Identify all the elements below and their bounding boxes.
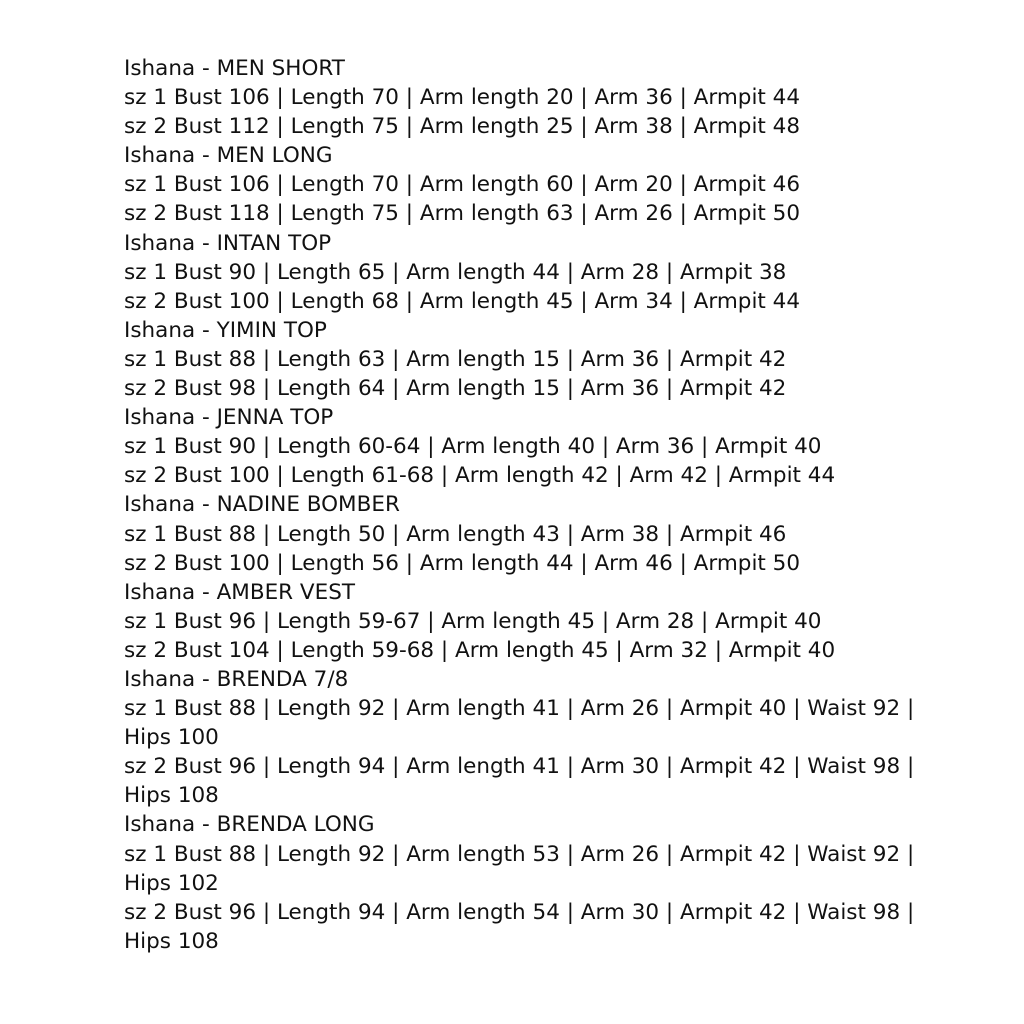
product-amber-vest — [124, 578, 914, 665]
size-line-sz1: sz 1 Bust 96 | Length 59-67 | Arm length 45 | Arm 28 | Armpit 40 — [124, 608, 822, 634]
product-title: Ishana - BRENDA 7/8 — [124, 666, 349, 692]
size-line-sz1: sz 1 Bust 88 | Length 92 | Arm length 41 | Arm 26 | Armpit 40 | Waist 92 | — [124, 696, 915, 722]
size-line-sz2-continued: Hips 108 — [124, 928, 219, 954]
size-line-sz2: sz 2 Bust 96 | Length 94 | Arm length 54 | Arm 30 | Armpit 42 | Waist 98 | — [124, 899, 915, 925]
size-chart-document — [124, 54, 914, 956]
size-line-sz2: sz 2 Bust 98 | Length 64 | Arm length 15 | Arm 36 | Armpit 42 — [124, 376, 787, 402]
product-title: Ishana - YIMIN TOP — [124, 317, 327, 343]
size-line-sz1: sz 1 Bust 88 | Length 92 | Arm length 53 | Arm 26 | Armpit 42 | Waist 92 | — [124, 841, 915, 867]
size-line-sz2: sz 2 Bust 112 | Length 75 | Arm length 25 | Arm 38 | Armpit 48 — [124, 114, 801, 140]
product-title: Ishana - NADINE BOMBER — [124, 492, 400, 518]
size-line-sz2: sz 2 Bust 104 | Length 59-68 | Arm length 45 | Arm 32 | Armpit 40 — [124, 637, 836, 663]
size-line-sz2-continued: Hips 108 — [124, 783, 219, 809]
size-line-sz2: sz 2 Bust 100 | Length 68 | Arm length 45 | Arm 34 | Armpit 44 — [124, 288, 801, 314]
size-line-sz2: sz 2 Bust 96 | Length 94 | Arm length 41 | Arm 30 | Armpit 42 | Waist 98 | — [124, 754, 915, 780]
product-intan-top — [124, 229, 914, 316]
product-title: Ishana - AMBER VEST — [124, 579, 356, 605]
product-jenna-top — [124, 403, 914, 490]
size-line-sz2: sz 2 Bust 100 | Length 56 | Arm length 44 | Arm 46 | Armpit 50 — [124, 550, 801, 576]
size-line-sz1: sz 1 Bust 88 | Length 63 | Arm length 15 | Arm 36 | Armpit 42 — [124, 346, 787, 372]
product-title: Ishana - INTAN TOP — [124, 230, 332, 256]
product-title: Ishana - MEN LONG — [124, 143, 333, 169]
product-brenda-long — [124, 810, 914, 955]
product-nadine-bomber — [124, 490, 914, 577]
size-line-sz1: sz 1 Bust 90 | Length 65 | Arm length 44 | Arm 28 | Armpit 38 — [124, 259, 787, 285]
size-line-sz1-continued: Hips 100 — [124, 725, 219, 751]
product-men-long — [124, 141, 914, 228]
product-yimin-top — [124, 316, 914, 403]
size-line-sz2: sz 2 Bust 118 | Length 75 | Arm length 63 | Arm 26 | Armpit 50 — [124, 201, 801, 227]
product-title: Ishana - BRENDA LONG — [124, 812, 375, 838]
size-line-sz2: sz 2 Bust 100 | Length 61-68 | Arm length 42 | Arm 42 | Armpit 44 — [124, 463, 836, 489]
size-line-sz1-continued: Hips 102 — [124, 870, 219, 896]
size-line-sz1: sz 1 Bust 88 | Length 50 | Arm length 43 | Arm 38 | Armpit 46 — [124, 521, 787, 547]
product-title: Ishana - MEN SHORT — [124, 56, 345, 81]
size-line-sz1: sz 1 Bust 106 | Length 70 | Arm length 60 | Arm 20 | Armpit 46 — [124, 172, 801, 198]
size-line-sz1: sz 1 Bust 106 | Length 70 | Arm length 20 | Arm 36 | Armpit 44 — [124, 85, 801, 111]
product-brenda-7-8 — [124, 665, 914, 810]
product-title: Ishana - JENNA TOP — [124, 405, 334, 431]
size-line-sz1: sz 1 Bust 90 | Length 60-64 | Arm length 40 | Arm 36 | Armpit 40 — [124, 434, 822, 460]
product-men-short — [124, 54, 914, 141]
